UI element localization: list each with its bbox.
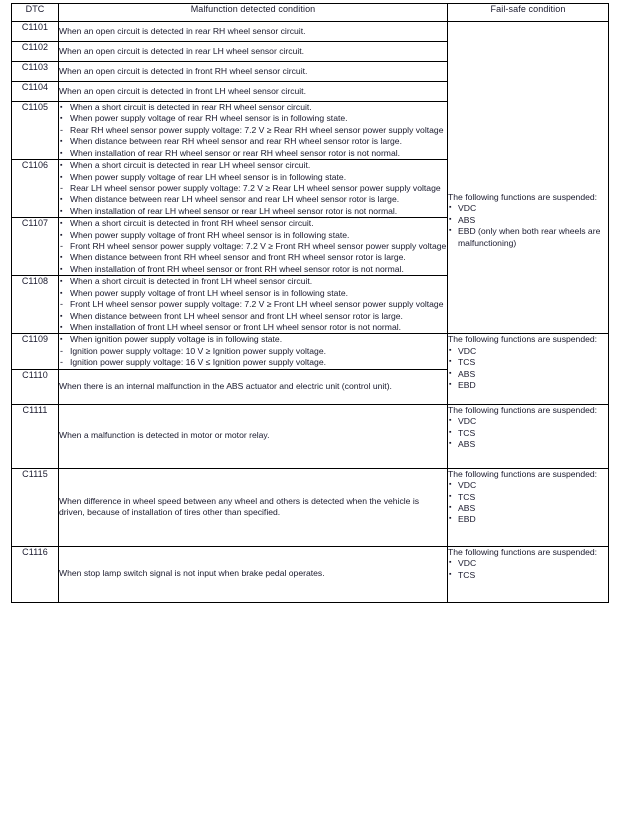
- failsafe-function-label: EBD: [458, 514, 476, 525]
- cell-dtc-c1106: C1106: [12, 160, 59, 218]
- bullet-icon: [60, 288, 69, 299]
- failsafe-function-label: VDC: [458, 203, 477, 214]
- condition-text: When power supply voltage of rear RH wheel sensor is in following state.: [70, 113, 348, 124]
- condition-list-item: [59, 264, 447, 275]
- condition-text: When there is an internal malfunction in the ABS actuator and electric unit (control unit).: [59, 380, 392, 391]
- failsafe-function-item: [448, 416, 608, 427]
- condition-list: [59, 102, 447, 159]
- table-row: [12, 404, 609, 468]
- bullet-icon: [60, 194, 69, 205]
- condition-list-subitem: [59, 125, 447, 136]
- condition-text: Rear LH wheel sensor power supply voltage: 7.2 V ≥ Rear LH wheel sensor power supply voltage: [70, 182, 441, 193]
- condition-list-subitem: [59, 357, 447, 368]
- failsafe-function-item: [448, 226, 608, 249]
- condition-text: Rear RH wheel sensor power supply voltage: 7.2 V ≥ Rear RH wheel sensor power supply voltage: [70, 124, 444, 135]
- condition-text: When a short circuit is detected in rear RH wheel sensor circuit.: [70, 102, 312, 112]
- cell-failsafe-c1109-c1110: [448, 334, 609, 404]
- condition-text: When a short circuit is detected in rear LH wheel sensor circuit.: [70, 160, 311, 171]
- condition-text: Ignition power supply voltage: 10 V ≥ Ignition power supply voltage.: [70, 345, 326, 356]
- failsafe-function-label: TCS: [458, 491, 476, 502]
- table-body: [12, 22, 609, 603]
- condition-list-subitem: [59, 183, 447, 194]
- condition-text: When distance between rear LH wheel sensor and rear LH wheel sensor rotor is large.: [70, 194, 400, 205]
- cell-failsafe-c1116: [448, 546, 609, 602]
- condition-list-item: [59, 102, 447, 113]
- failsafe-function-item: [448, 215, 608, 226]
- cell-failsafe-c1115: [448, 468, 609, 546]
- failsafe-function-list: [448, 416, 608, 450]
- failsafe-function-label: EBD (only when both rear wheels are malfunctioning): [458, 226, 601, 248]
- failsafe-function-label: ABS: [458, 502, 476, 513]
- cell-dtc-c1109: C1109: [12, 334, 59, 369]
- cell-condition-c1110: [59, 369, 448, 404]
- cell-condition-c1103: [59, 62, 448, 82]
- failsafe-function-label: ABS: [458, 368, 476, 379]
- condition-list: [59, 276, 447, 333]
- condition-list: [59, 218, 447, 275]
- failsafe-function-label: EBD: [458, 380, 476, 391]
- failsafe-heading: The following functions are suspended:: [448, 334, 598, 345]
- cell-dtc-c1104: C1104: [12, 82, 59, 102]
- cell-condition-c1109: [59, 334, 448, 369]
- condition-list-subitem: [59, 346, 447, 357]
- bullet-icon: [60, 230, 69, 241]
- column-header-dtc: DTC: [12, 4, 59, 22]
- cell-condition-c1104: [59, 82, 448, 102]
- failsafe-function-item: [448, 558, 608, 569]
- bullet-icon: [60, 172, 69, 183]
- dash-icon: [60, 183, 69, 195]
- dash-icon: [60, 346, 69, 358]
- table-row: [12, 22, 609, 42]
- condition-list-item: [59, 322, 447, 333]
- condition-list: [59, 334, 447, 368]
- condition-list-item: [59, 206, 447, 217]
- condition-text: When an open circuit is detected in rear LH wheel sensor circuit.: [59, 45, 305, 56]
- failsafe-function-label: VDC: [458, 416, 477, 427]
- failsafe-function-list: [448, 558, 608, 581]
- table-row: [12, 468, 609, 546]
- column-header-fail-safe-condition: Fail-safe condition: [448, 4, 609, 22]
- condition-list-item: [59, 252, 447, 263]
- cell-condition-c1106: [59, 160, 448, 218]
- condition-text: When stop lamp switch signal is not input when brake pedal operates.: [59, 568, 325, 579]
- condition-list-item: [59, 113, 447, 124]
- failsafe-function-label: ABS: [458, 438, 476, 449]
- failsafe-function-list: [448, 203, 608, 249]
- failsafe-function-item: [448, 480, 608, 491]
- bullet-icon: [60, 276, 69, 287]
- condition-list: [59, 160, 447, 217]
- condition-text: When power supply voltage of front LH wheel sensor is in following state.: [70, 287, 349, 298]
- bullet-icon: [60, 264, 69, 275]
- condition-text: When ignition power supply voltage is in following state.: [70, 334, 283, 345]
- bullet-icon: [60, 322, 69, 333]
- cell-condition-c1102: [59, 42, 448, 62]
- failsafe-function-list: [448, 346, 608, 392]
- failsafe-function-item: [448, 492, 608, 503]
- cell-dtc-c1101: C1101: [12, 22, 59, 42]
- failsafe-function-item: [448, 380, 608, 391]
- failsafe-heading: The following functions are suspended:: [448, 192, 598, 202]
- condition-text: When installation of front RH wheel sensor or front RH wheel sensor rotor is not normal.: [70, 263, 404, 274]
- failsafe-function-list: [448, 480, 608, 526]
- condition-list-item: [59, 230, 447, 241]
- condition-list-subitem: [59, 299, 447, 310]
- table-header: [12, 4, 609, 22]
- condition-text: When power supply voltage of front RH wheel sensor is in following state.: [70, 229, 350, 240]
- failsafe-function-item: [448, 346, 608, 357]
- failsafe-heading: The following functions are suspended:: [448, 404, 598, 415]
- failsafe-function-label: TCS: [458, 427, 476, 438]
- failsafe-function-label: VDC: [458, 480, 477, 491]
- cell-dtc-c1116: C1116: [12, 546, 59, 602]
- cell-condition-c1111: [59, 404, 448, 468]
- condition-text: Ignition power supply voltage: 16 V ≤ Ignition power supply voltage.: [70, 357, 326, 368]
- cell-dtc-c1107: C1107: [12, 218, 59, 276]
- cell-condition-c1101: [59, 22, 448, 42]
- bullet-icon: [60, 334, 69, 345]
- condition-list-item: [59, 160, 447, 171]
- bullet-icon: [60, 160, 69, 171]
- failsafe-function-item: [448, 503, 608, 514]
- cell-condition-c1105: [59, 102, 448, 160]
- condition-text: When a malfunction is detected in motor or motor relay.: [59, 430, 270, 441]
- failsafe-function-item: [448, 357, 608, 368]
- bullet-icon: [60, 113, 69, 124]
- failsafe-function-item: [448, 514, 608, 525]
- bullet-icon: [60, 252, 69, 263]
- failsafe-function-item: [448, 570, 608, 581]
- cell-condition-c1108: [59, 276, 448, 334]
- dash-icon: [60, 299, 69, 311]
- cell-dtc-c1110: C1110: [12, 369, 59, 404]
- condition-text: When installation of front LH wheel sensor or front LH wheel sensor rotor is not normal.: [70, 322, 402, 333]
- cell-failsafe-c1111: [448, 404, 609, 468]
- failsafe-function-item: [448, 369, 608, 380]
- cell-dtc-c1108: C1108: [12, 276, 59, 334]
- failsafe-function-item: [448, 203, 608, 214]
- condition-list-item: [59, 148, 447, 159]
- condition-text: When difference in wheel speed between any wheel and others is detected when the vehicle is driven, because of installation of tires other than specified.: [59, 495, 420, 518]
- condition-list-subitem: [59, 241, 447, 252]
- bullet-icon: [60, 102, 69, 113]
- table-row: [12, 334, 609, 369]
- condition-list-item: [59, 172, 447, 183]
- condition-text: When distance between front RH wheel sensor and front RH wheel sensor rotor is large.: [70, 252, 406, 263]
- cell-dtc-c1105: C1105: [12, 102, 59, 160]
- cell-dtc-c1115: C1115: [12, 468, 59, 546]
- dash-icon: [60, 241, 69, 253]
- condition-text: When power supply voltage of rear LH wheel sensor is in following state.: [70, 171, 347, 182]
- table-header-row: [12, 4, 609, 22]
- column-header-malfunction-condition: Malfunction detected condition: [59, 4, 448, 22]
- cell-condition-c1115: [59, 468, 448, 546]
- condition-list-item: [59, 334, 447, 345]
- condition-text: When an open circuit is detected in front RH wheel sensor circuit.: [59, 65, 308, 76]
- cell-dtc-c1102: C1102: [12, 42, 59, 62]
- condition-list-item: [59, 276, 447, 287]
- condition-text: When a short circuit is detected in front RH wheel sensor circuit.: [70, 218, 314, 229]
- failsafe-function-label: ABS: [458, 214, 476, 225]
- failsafe-function-label: TCS: [458, 569, 476, 580]
- condition-text: Front RH wheel sensor power supply voltage: 7.2 V ≥ Front RH wheel sensor power supply voltage: [70, 241, 447, 252]
- condition-list-item: [59, 136, 447, 147]
- condition-text: When distance between rear RH wheel sensor and rear RH wheel sensor rotor is large.: [70, 136, 402, 147]
- failsafe-heading: The following functions are suspended:: [448, 468, 598, 479]
- bullet-icon: [60, 311, 69, 322]
- cell-condition-c1116: [59, 546, 448, 602]
- condition-text: When an open circuit is detected in rear RH wheel sensor circuit.: [59, 25, 306, 36]
- cell-condition-c1107: [59, 218, 448, 276]
- condition-text: When an open circuit is detected in front LH wheel sensor circuit.: [59, 85, 306, 96]
- failsafe-function-label: VDC: [458, 558, 477, 569]
- cell-dtc-c1103: C1103: [12, 62, 59, 82]
- bullet-icon: [60, 148, 69, 159]
- condition-list-item: [59, 288, 447, 299]
- table-row: [12, 546, 609, 602]
- failsafe-heading: The following functions are suspended:: [448, 546, 598, 557]
- failsafe-function-label: VDC: [458, 345, 477, 356]
- dash-icon: [60, 357, 69, 369]
- bullet-icon: [60, 136, 69, 147]
- dtc-fail-safe-table: [11, 3, 609, 603]
- condition-text: When a short circuit is detected in front LH wheel sensor circuit.: [70, 276, 313, 287]
- condition-text: When installation of rear RH wheel sensor or rear RH wheel sensor rotor is not normal.: [70, 147, 401, 158]
- failsafe-function-item: [448, 428, 608, 439]
- condition-list-item: [59, 311, 447, 322]
- condition-text: When distance between front LH wheel sensor and front LH wheel sensor rotor is large.: [70, 310, 403, 321]
- failsafe-function-label: TCS: [458, 357, 476, 368]
- condition-text: When installation of rear LH wheel sensor or rear LH wheel sensor rotor is not normal.: [70, 205, 398, 216]
- condition-text: Front LH wheel sensor power supply voltage: 7.2 V ≥ Front LH wheel sensor power supply voltage: [70, 299, 444, 310]
- cell-failsafe-c1101-c1108: [448, 22, 609, 334]
- dash-icon: [60, 125, 69, 137]
- failsafe-function-item: [448, 439, 608, 450]
- condition-list-item: [59, 194, 447, 205]
- bullet-icon: [60, 218, 69, 229]
- bullet-icon: [60, 206, 69, 217]
- cell-dtc-c1111: C1111: [12, 404, 59, 468]
- condition-list-item: [59, 218, 447, 229]
